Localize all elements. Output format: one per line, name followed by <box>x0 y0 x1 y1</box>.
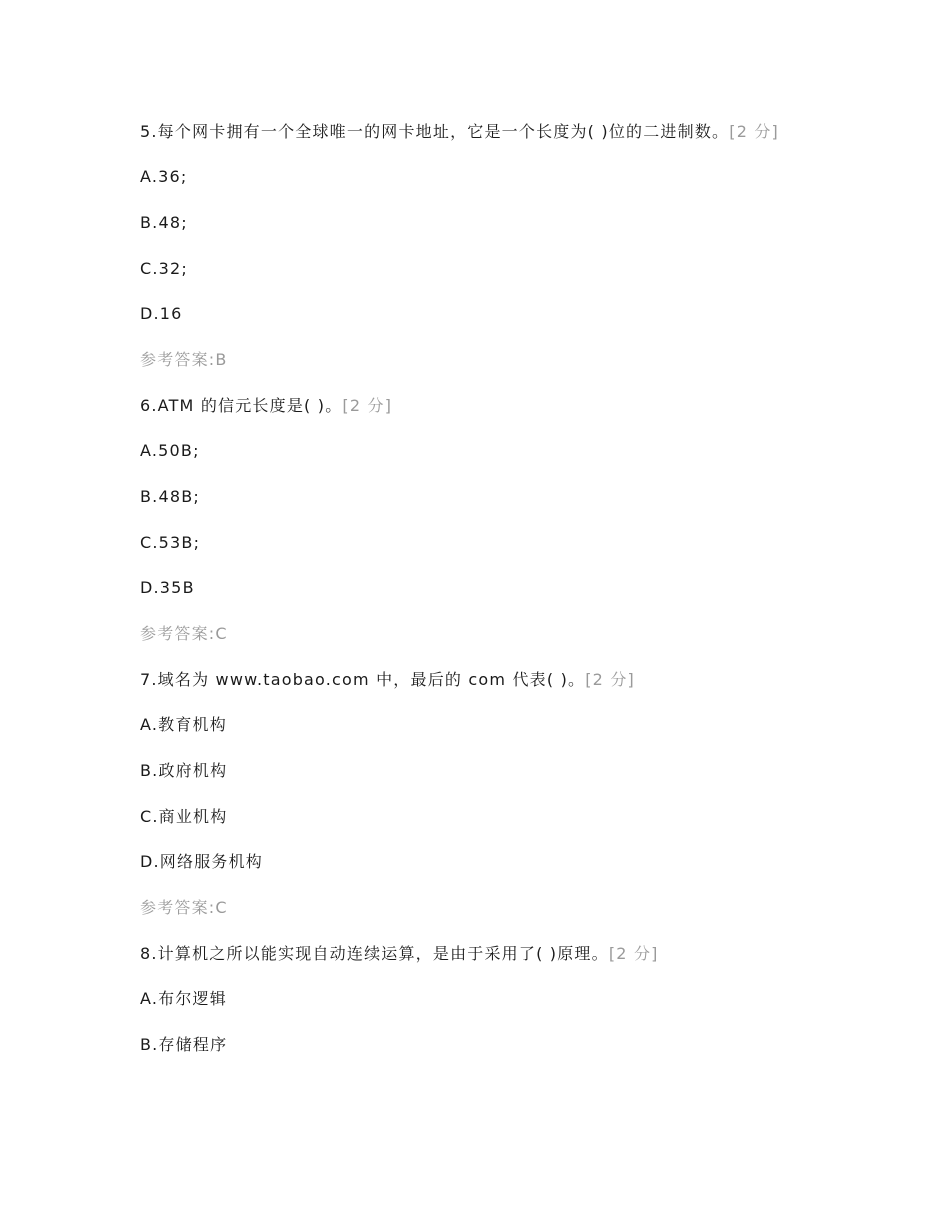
question-score: [2 分] <box>608 943 659 963</box>
option-b: B.48; <box>140 212 188 232</box>
option-a: A.36; <box>140 167 188 186</box>
reference-answer: 参考答案:B <box>140 350 228 370</box>
question-5 <box>140 118 800 373</box>
question-text: 6.ATM 的信元长度是( )。 <box>140 395 343 415</box>
question-8 <box>140 940 800 1058</box>
option-a: A.教育机构 <box>140 714 227 734</box>
question-6 <box>140 392 800 647</box>
option-d: D.网络服务机构 <box>140 852 264 872</box>
question-score: [2 分] <box>729 122 780 141</box>
option-c: C.53B; <box>140 532 201 552</box>
question-document <box>140 118 800 1077</box>
option-b: B.存储程序 <box>140 1034 228 1054</box>
question-title <box>140 666 800 693</box>
option-a: A.50B; <box>140 440 200 460</box>
question-score: [2 分] <box>585 669 635 689</box>
question-score: [2 分] <box>342 395 393 415</box>
reference-answer: 参考答案:C <box>140 624 228 644</box>
question-title <box>140 118 800 145</box>
question-text: 8.计算机之所以能实现自动连续运算，是由于采用了( )原理。 <box>140 943 609 963</box>
option-d: D.16 <box>140 304 183 324</box>
option-b: B.政府机构 <box>140 760 228 780</box>
reference-answer: 参考答案:C <box>140 898 228 918</box>
option-d: D.35B <box>140 578 195 598</box>
question-7 <box>140 666 800 921</box>
question-title <box>140 940 800 967</box>
question-title <box>140 392 800 419</box>
option-b: B.48B; <box>140 486 200 506</box>
question-text: 7.域名为 www.taobao.com 中，最后的 com 代表( )。 <box>140 669 586 689</box>
option-a: A.布尔逻辑 <box>140 988 227 1008</box>
question-text: 5.每个网卡拥有一个全球唯一的网卡地址，它是一个长度为( )位的二进制数。 <box>140 122 730 141</box>
option-c: C.32; <box>140 258 189 278</box>
option-c: C.商业机构 <box>140 806 228 826</box>
